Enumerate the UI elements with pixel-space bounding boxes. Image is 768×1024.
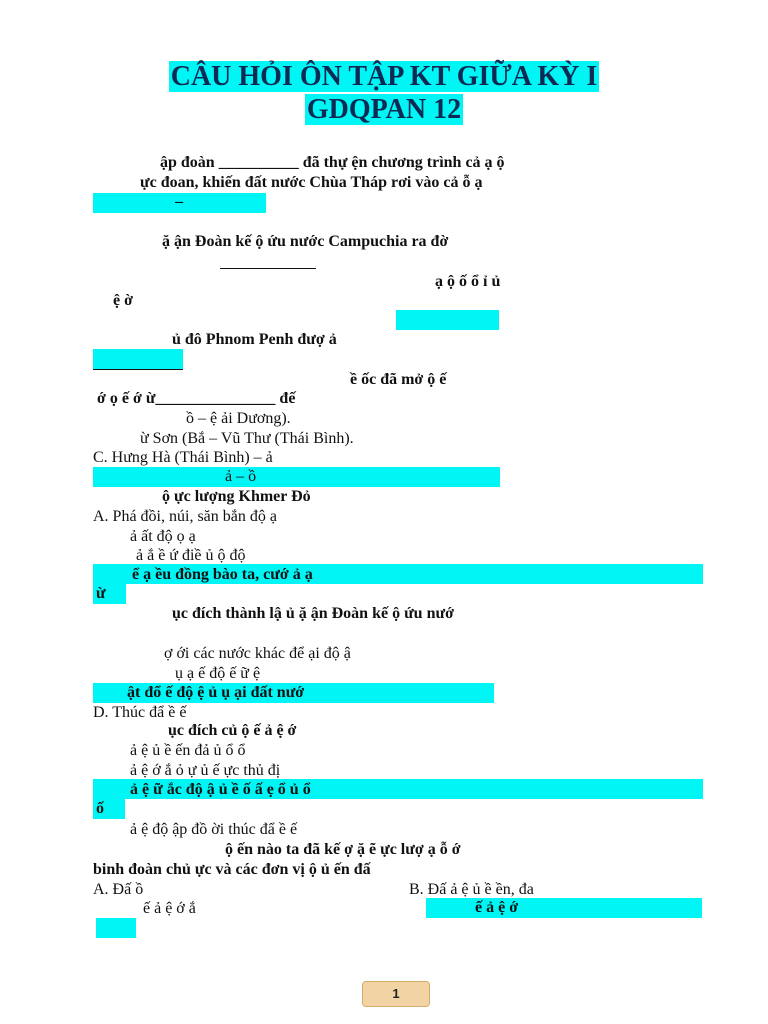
option-a-cont: ế ả ệ ớ ắ (143, 900, 196, 917)
blank-underline (93, 369, 183, 370)
option-b: ụ ạ ế độ ế ữ ệ (175, 665, 261, 682)
answer-text: – (175, 193, 183, 210)
option-b: B. Đấ ả ệ ủ ề ền, đa (409, 881, 534, 898)
question-1-text-cont: ực đoan, khiến đất nước Chùa Tháp rơi vào cả ỗ ạ (140, 174, 483, 191)
blank-underline (220, 268, 316, 269)
question-4-text: ề ốc đã mở ộ ế (350, 371, 447, 388)
question-1-text: ập đoàn __________ đã thự ện chương trình cả ạ ộ (160, 154, 505, 171)
option-b: ừ Sơn (Bắ – Vũ Thư (Thái Bình). (140, 430, 354, 447)
option-b-cont: ế ả ệ ớ (475, 899, 519, 916)
question-7-text: ục đích củ ộ ế ả ệ ớ (168, 722, 297, 739)
answer-highlight (93, 467, 500, 487)
question-6-text: ục đích thành lậ ủ ặ ận Đoàn kế ộ ứu nướ (172, 605, 454, 622)
question-8-text-cont: binh đoàn chủ ực và các đơn vị ộ ủ ến đấ (93, 861, 371, 878)
option-c-cont: ố (96, 800, 104, 817)
question-5-text: ộ ực lượng Khmer Đỏ (162, 488, 311, 505)
option-d: ả ệ độ ập đồ ời thúc đẩ ề ế (130, 821, 298, 838)
answer-highlight (93, 349, 183, 369)
question-4-text-cont: ớ ọ ế ớ ừ_______________ đế (97, 390, 296, 407)
option-b: ả ất độ ọ ạ (130, 528, 196, 545)
option-a: A. Phá đồi, núi, săn bắn độ ạ (93, 508, 277, 525)
option-c: ật đổ ế độ ệ ủ ụ ại đất nướ (127, 684, 305, 701)
option-c: ả ệ ữ ắc độ ậ ủ ề ố ấ ẹ ổ ủ ổ (130, 781, 311, 798)
answer-highlight (426, 898, 702, 918)
question-3-text: ủ đô Phnom Penh đượ ả (172, 331, 337, 348)
document-title-line2: GDQPAN 12 (306, 94, 462, 125)
option-a: ồ – ệ ải Dương). (186, 410, 291, 427)
question-2-text-cont2: ệ ờ (113, 292, 133, 309)
document-title-line1: CÂU HỎI ÔN TẬP KT GIỮA KỲ I (170, 61, 598, 92)
question-8-text: ộ ến nào ta đã kế ợ ặ ẽ ực lượ ạ ỗ ớ (225, 841, 461, 858)
question-2-text-cont: ạ ộ ố ổ ỉ ủ (435, 273, 501, 290)
option-b: ả ệ ớ ắ ỏ ự ủ ế ực thủ đị (130, 762, 281, 779)
option-c: C. Hưng Hà (Thái Bình) – ả (93, 449, 273, 466)
option-c: ả ắ ề ứ điề ủ ộ độ (136, 547, 246, 564)
option-d: ể ạ ều đồng bào ta, cướ ả ạ (132, 566, 313, 583)
answer-highlight (396, 310, 499, 330)
option-a: ả ệ ủ ề ến đả ủ ổ ổ (130, 742, 246, 759)
option-d: ả – ồ (225, 468, 257, 485)
answer-highlight (96, 918, 136, 938)
page-number-badge: 1 (362, 981, 430, 1007)
option-a: A. Đấ ồ (93, 881, 144, 898)
option-a: ợ ới các nước khác để ại độ ậ (164, 645, 351, 662)
option-d: D. Thúc đẩ ề ế (93, 704, 187, 721)
question-2-text: ặ ận Đoàn kế ộ ứu nước Campuchia ra đờ (162, 233, 449, 250)
option-d-cont: ừ (96, 585, 106, 602)
